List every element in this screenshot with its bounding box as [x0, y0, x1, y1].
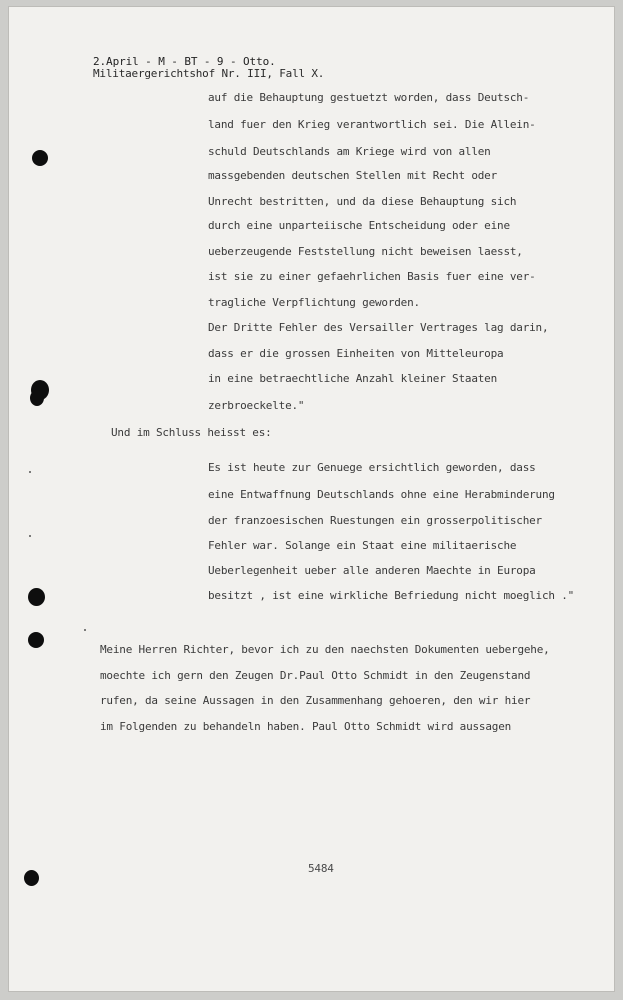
header-line-2: Militaergerichtshof Nr. III, Fall X. [93, 67, 325, 80]
punch-hole [28, 588, 45, 606]
quote1-line: auf die Behauptung gestuetzt worden, dass Deutsch- [208, 91, 530, 104]
quote1-line: massgebenden deutschen Stellen mit Recht oder [208, 169, 498, 182]
quote1-line: Unrecht bestritten, und da diese Behauptung sich [208, 195, 517, 208]
paper-speck [84, 629, 86, 631]
punch-hole [24, 870, 39, 886]
body-line: Meine Herren Richter, bevor ich zu den naechsten Dokumenten uebergehe, [100, 643, 550, 656]
punch-hole [32, 150, 48, 166]
body-line: moechte ich gern den Zeugen Dr.Paul Otto Schmidt in den Zeugenstand [100, 669, 531, 682]
quote2-line: besitzt , ist eine wirkliche Befriedung nicht moeglich ." [208, 589, 575, 602]
quote2-line: Fehler war. Solange ein Staat eine militaerische [208, 539, 517, 552]
quote1-line: ueberzeugende Feststellung nicht beweisen laesst, [208, 245, 523, 258]
punch-hole [28, 632, 44, 648]
quote2-line: eine Entwaffnung Deutschlands ohne eine Herabminderung [208, 488, 555, 501]
quote1-line: ist sie zu einer gefaehrlichen Basis fuer eine ver- [208, 270, 536, 283]
quote1-line: tragliche Verpflichtung geworden. [208, 296, 420, 309]
document-page [8, 6, 615, 992]
quote1-line: in eine betraechtliche Anzahl kleiner Staaten [208, 372, 498, 385]
quote1-line: durch eine unparteiische Entscheidung oder eine [208, 219, 510, 232]
quote2-line: Ueberlegenheit ueber alle anderen Maechte in Europa [208, 564, 536, 577]
body-line: rufen, da seine Aussagen in den Zusammenhang gehoeren, den wir hier [100, 694, 531, 707]
paper-speck [29, 471, 31, 473]
quote1-line: dass er die grossen Einheiten von Mitteleuropa [208, 347, 504, 360]
quote2-line: Es ist heute zur Genuege ersichtlich geworden, dass [208, 461, 536, 474]
quote1-line: land fuer den Krieg verantwortlich sei. Die Allein- [208, 118, 536, 131]
page-number: 5484 [308, 862, 334, 875]
quote2-line: der franzoesischen Ruestungen ein grosserpolitischer [208, 514, 542, 527]
header-line-1: 2.April - M - BT - 9 - Otto. [93, 55, 276, 68]
transition-line: Und im Schluss heisst es: [111, 426, 272, 439]
paper-speck [29, 535, 31, 537]
punch-hole [30, 390, 44, 406]
quote1-line: Der Dritte Fehler des Versailler Vertrages lag darin, [208, 321, 549, 334]
quote1-line: schuld Deutschlands am Kriege wird von allen [208, 145, 491, 158]
body-line: im Folgenden zu behandeln haben. Paul Otto Schmidt wird aussagen [100, 720, 512, 733]
quote1-line: zerbroeckelte." [208, 399, 305, 412]
